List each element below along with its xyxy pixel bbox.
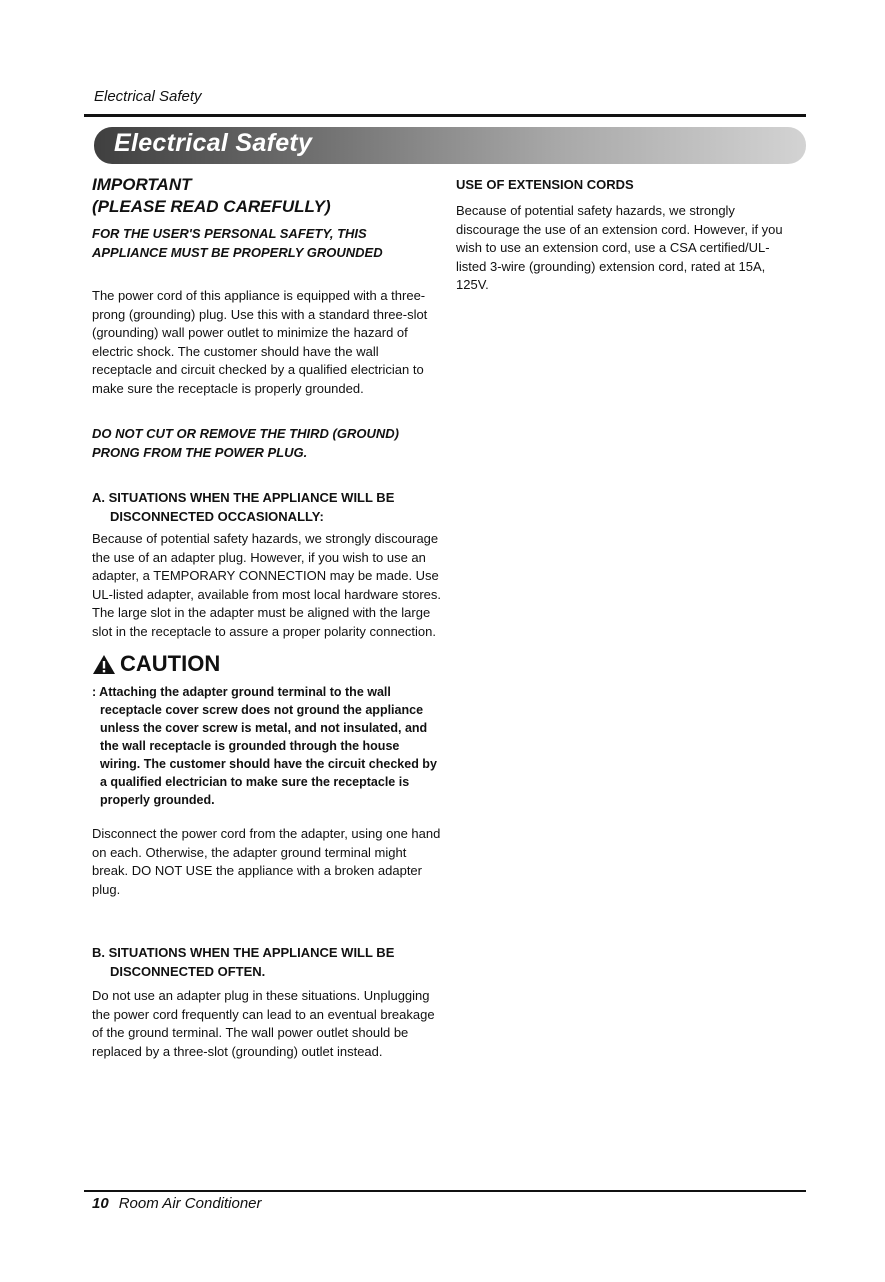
section-a-heading-line2: DISCONNECTED OCCASIONALLY: (110, 509, 324, 524)
caution-title: CAUTION (120, 651, 221, 676)
right-column (456, 175, 796, 295)
bottom-divider (84, 1190, 806, 1192)
section-a-paragraph-1: Because of potential safety hazards, we strongly discourage the use of an adapter plug. However, if you wish to use an adapter, a TEMPORARY CONNECTION may be made. Use UL-listed adapter, available from most local hardware stores. (92, 531, 441, 602)
power-cord-paragraph: The power cord of this appliance is equipped with a three-prong (grounding) plug. Use this with a standard three-slot (grounding) wall power outlet to minimize the hazard of electric shock. The customer should have the wall receptacle and circuit checked by a qualified electrician to make sure the receptacle is properly grounded. (92, 288, 428, 396)
page-footer (92, 1195, 262, 1212)
section-a-heading-line1: A. SITUATIONS WHEN THE APPLIANCE WILL BE (92, 490, 395, 505)
left-column (92, 174, 442, 1061)
disconnect-paragraph: Disconnect the power cord from the adapter, using one hand on each. Otherwise, the adapter ground terminal might break. DO NOT USE the appliance with a broken adapter plug. (92, 826, 441, 897)
caution-body: : Attaching the adapter ground terminal to the wall receptacle cover screw does not ground the appliance unless the cover screw is metal, and not insulated, and the wall receptacle is grounded through the house wiring. The customer should have the circuit checked by a qualified electrician to make sure the receptacle is properly grounded. (92, 685, 437, 807)
extension-cords-paragraph: Because of potential safety hazards, we strongly discourage the use of an extension cord. However, if you wish to use an extension cord, use a CSA certified/UL-listed 3-wire (grounding) extension cord, rated at 15A, 125V. (456, 203, 783, 292)
top-divider (84, 114, 806, 117)
caution-heading (92, 651, 442, 677)
section-a-paragraph-2: The large slot in the adapter must be aligned with the large slot in the receptacle to assure a proper polarity connection. (92, 605, 436, 639)
running-header: Electrical Safety (94, 88, 202, 105)
extension-cords-heading: USE OF EXTENSION CORDS (456, 177, 634, 192)
page-title: Electrical Safety (114, 129, 313, 157)
section-b-paragraph: Do not use an adapter plug in these situations. Unplugging the power cord frequently can lead to an eventual breakage of the ground terminal. The wall power outlet should be replaced by a three-slot (grounding) outlet instead. (92, 988, 435, 1059)
warning-triangle-icon (92, 654, 116, 675)
grounding-notice: FOR THE USER'S PERSONAL SAFETY, THIS APPLIANCE MUST BE PROPERLY GROUNDED (92, 226, 383, 260)
section-title-banner (94, 127, 806, 164)
important-heading: IMPORTANT (92, 175, 192, 194)
page-number: 10 (92, 1195, 109, 1212)
read-carefully-heading: (PLEASE READ CAREFULLY) (92, 197, 331, 216)
section-b-heading (92, 943, 442, 981)
product-name: Room Air Conditioner (118, 1195, 262, 1212)
section-a-heading (92, 488, 442, 526)
section-b-heading-line1: B. SITUATIONS WHEN THE APPLIANCE WILL BE (92, 945, 395, 960)
do-not-cut-warning: DO NOT CUT OR REMOVE THE THIRD (GROUND) PRONG FROM THE POWER PLUG. (92, 426, 399, 460)
section-b-heading-line2: DISCONNECTED OFTEN. (110, 964, 266, 979)
